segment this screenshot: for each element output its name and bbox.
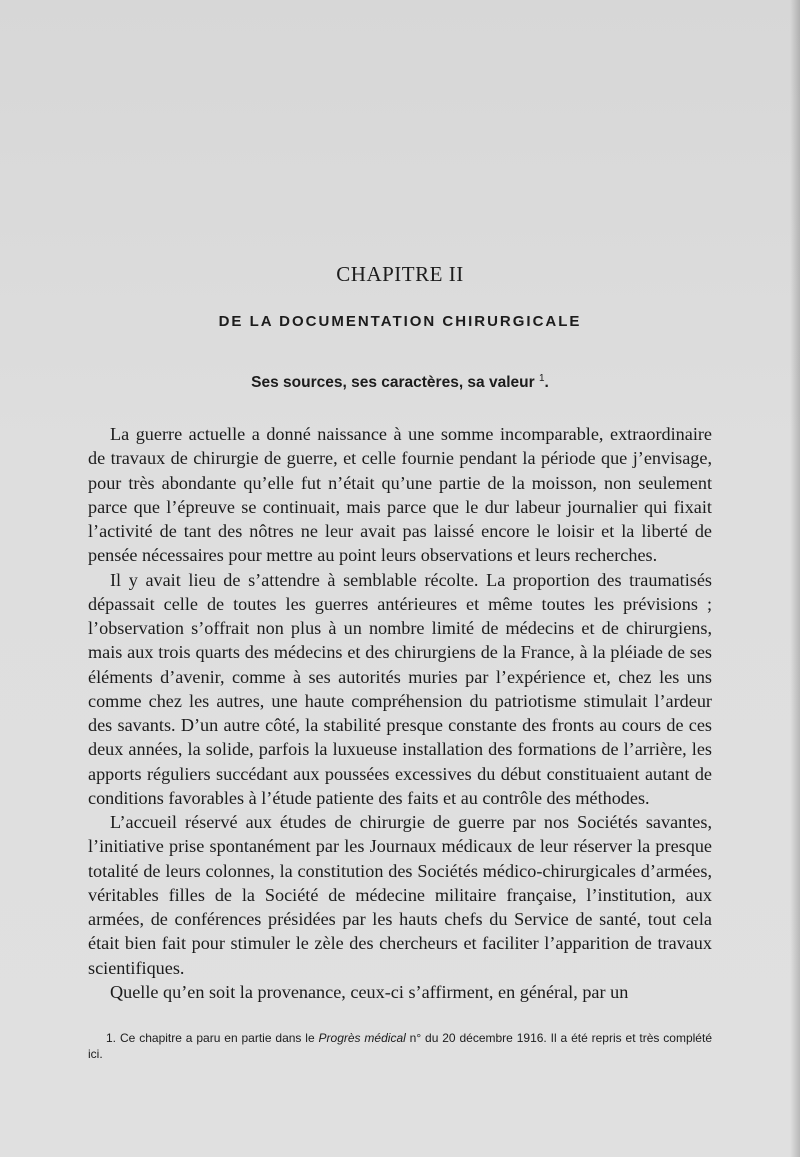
page-edge-shadow: [790, 0, 800, 1157]
footnote-text-after: n° du 20 décembre 1916. Il a été repris et très complété ici.: [88, 1031, 712, 1061]
paragraph-3: L’accueil réservé aux études de chirurgie de guerre par nos Sociétés savantes, l’initiative prise spontanément par les Journaux médicaux de leur réserver la presque totalité de leurs colonnes, la constitution des Sociétés médico-chirurgicales d’armées, véritables filles de la Société de médecine militaire française, l’institution, aux armées, de conférences présidées par les hauts chefs du Service de santé, tout cela était bien fait pour stimuler le zèle des chercheurs et faciliter l’apparition de travaux scientifiques.: [88, 812, 712, 978]
footnote-number: 1.: [106, 1031, 117, 1045]
footnote-journal-title: Progrès médical: [318, 1031, 406, 1045]
footnote-reference: 1: [538, 373, 545, 384]
paragraph-1: La guerre actuelle a donné naissance à une somme incomparable, extraordinaire de travaux de chirurgie de guerre, et celle fournie pendant la période que j’envisage, pour très abondante qu’elle fut n’était qu’une partie de la moisson, non seulement parce que l’épreuve se continuait, mais parce que le dur labeur journalier qui fixait l’activité de tant des nôtres ne leur avait pas laissé encore le loisir et la liberté de pensée nécessaires pour mettre au point leurs observations et leurs recherches.: [88, 424, 712, 566]
body-text: [88, 422, 712, 1004]
section-title: DE LA DOCUMENTATION CHIRURGICALE: [218, 313, 582, 330]
footnote: [88, 1030, 712, 1062]
footnote-text-before: Ce chapitre a paru en partie dans le: [120, 1031, 315, 1045]
chapter-heading: CHAPITRE II: [336, 262, 464, 286]
paragraph-2: Il y avait lieu de s’attendre à semblable récolte. La proportion des traumatisés dépassait celle de toutes les guerres antérieures et même toutes les prévisions ; l’observation s’offrait non plus à un nombre limité de médecins et de chirurgiens, mais aux trois quarts des médecins et des chirurgiens de la France, à la pléiade de ses éléments d’avenir, comme à ses autorités muries par l’expérience et, chez les uns comme chez les autres, une haute compréhension du patriotisme stimulait l’ardeur des savants. D’un autre côté, la stabilité presque constante des fronts au cours de ces deux années, la solide, parfois la luxueuse installation des formations de l’arrière, les apports réguliers succédant aux poussées excessives du début constituaient autant de conditions favorables à l’étude patiente des faits et au contrôle des méthodes.: [88, 569, 712, 808]
subtitle-text: Ses sources, ses caractères, sa valeur: [251, 374, 535, 392]
paragraph-4: Quelle qu’en soit la provenance, ceux-ci s’affirment, en général, par un: [110, 981, 629, 1002]
subtitle: Ses sources, ses caractères, sa valeur $^1$.: [251, 373, 549, 392]
